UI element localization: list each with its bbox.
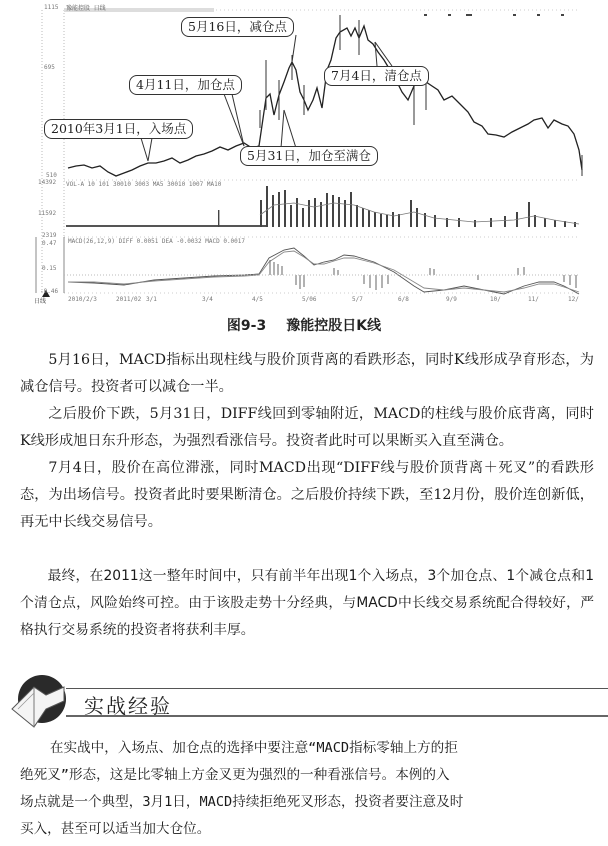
section-title: 实战经验 xyxy=(84,694,172,718)
date-tick: 9/9 xyxy=(446,296,457,303)
callout-add-position: 4月11日，加仓点 xyxy=(129,75,242,95)
paragraph-conclusion: 最终，在2011这一整年时间中，只有前半年出现1个入场点，3个加仓点、1个减仓点和1个清仓点，风险始终可控。由于该股走势十分经典，与MACD中长线交易系统配合得较好，严格执行交易系统的投资者将获利丰厚。 xyxy=(20,568,594,638)
callout-exit-point: 7月4日，清仓点 xyxy=(324,66,429,86)
tip-line: 买入，甚至可以适当加大仓位。 xyxy=(20,821,211,837)
date-tick: 6/8 xyxy=(398,296,409,303)
date-tick: 10/ xyxy=(490,296,501,303)
book-icon xyxy=(6,665,76,735)
macd-axis-top: 0.47 xyxy=(42,240,57,247)
paragraph-may16: 5月16日，MACD指标出现柱线与股价顶背离的看跌形态，同时K线形成孕育形态，为减仓信号。投资者可以减仓一半。 xyxy=(20,352,594,395)
price-axis-mid: 695 xyxy=(44,64,55,71)
volume-legend: VOL-A 10 101 30010 3003 MA5 30010 1007 MA10 xyxy=(66,181,222,188)
figure-title: 豫能控股日K线 xyxy=(286,318,382,334)
tip-line: 在实战中，入场点、加仓点的选择中要注意“MACD指标零轴上方的拒 xyxy=(49,740,458,756)
figure-number: 图9-3 xyxy=(226,318,267,334)
volume-axis-bottom: 2319 xyxy=(42,232,57,239)
section-rule-top xyxy=(66,688,608,689)
date-tick: 4/5 xyxy=(252,296,263,303)
callout-reduce-position: 5月16日，减仓点 xyxy=(181,17,294,37)
figure-caption xyxy=(0,315,608,335)
date-tick: 5/7 xyxy=(352,296,363,303)
date-tick: 3/1 xyxy=(146,296,157,303)
macd-axis-bottom: -0.46 xyxy=(40,288,59,295)
paragraph-may31: 之后股价下跌，5月31日，DIFF线回到零轴附近，MACD的柱线与股价底背离，同时K线形成旭日东升形态，为强烈看涨信号。投资者此时可以果断买入直至满仓。 xyxy=(20,406,594,449)
date-tick: 5/06 xyxy=(302,296,317,303)
macd-axis-mid: 0.15 xyxy=(42,265,57,272)
section-header xyxy=(6,665,608,725)
section-rule-bottom xyxy=(66,715,608,717)
callout-add-to-full: 5月31日，加仓至满仓 xyxy=(240,146,378,166)
tip-line: 绝死叉”形态，这是比零轴上方金叉更为强烈的一种看涨信号。本例的入 xyxy=(20,767,450,783)
macd-legend: MACD(26,12,9) DIFF 0.0051 DEA -0.0032 MACD 0.0017 xyxy=(68,238,246,245)
date-tick: 12/ xyxy=(568,296,579,303)
date-tick: 2011/02 xyxy=(116,296,142,303)
date-tick: 11/ xyxy=(528,296,539,303)
date-tick: 2010/2/3 xyxy=(68,296,97,303)
practical-tip xyxy=(20,735,594,843)
price-axis-bottom: 510 xyxy=(46,172,57,179)
paragraph-jul4: 7月4日，股价在高位滞涨，同时MACD出现“DIFF线与股价顶背离＋死叉”的看跌形态，为出场信号。投资者此时要果断清仓。之后股价持续下跌，至12月份，股价连创新低，再无中长线交易信号。 xyxy=(20,460,594,530)
tip-line: 场点就是一个典型，3月1日，MACD持续拒绝死叉形态，投资者要注意及时 xyxy=(20,794,464,810)
date-tick: 3/4 xyxy=(202,296,213,303)
callout-entry-point: 2010年3月1日，入场点 xyxy=(44,119,193,139)
chart-header-strip: 豫能控股 日线 xyxy=(66,5,106,12)
volume-axis-mid: 11592 xyxy=(38,210,57,217)
price-axis-top: 1115 xyxy=(44,4,59,11)
corner-label: 日线 xyxy=(34,298,47,305)
stock-chart xyxy=(34,0,594,305)
volume-axis-top: 14392 xyxy=(38,179,57,186)
